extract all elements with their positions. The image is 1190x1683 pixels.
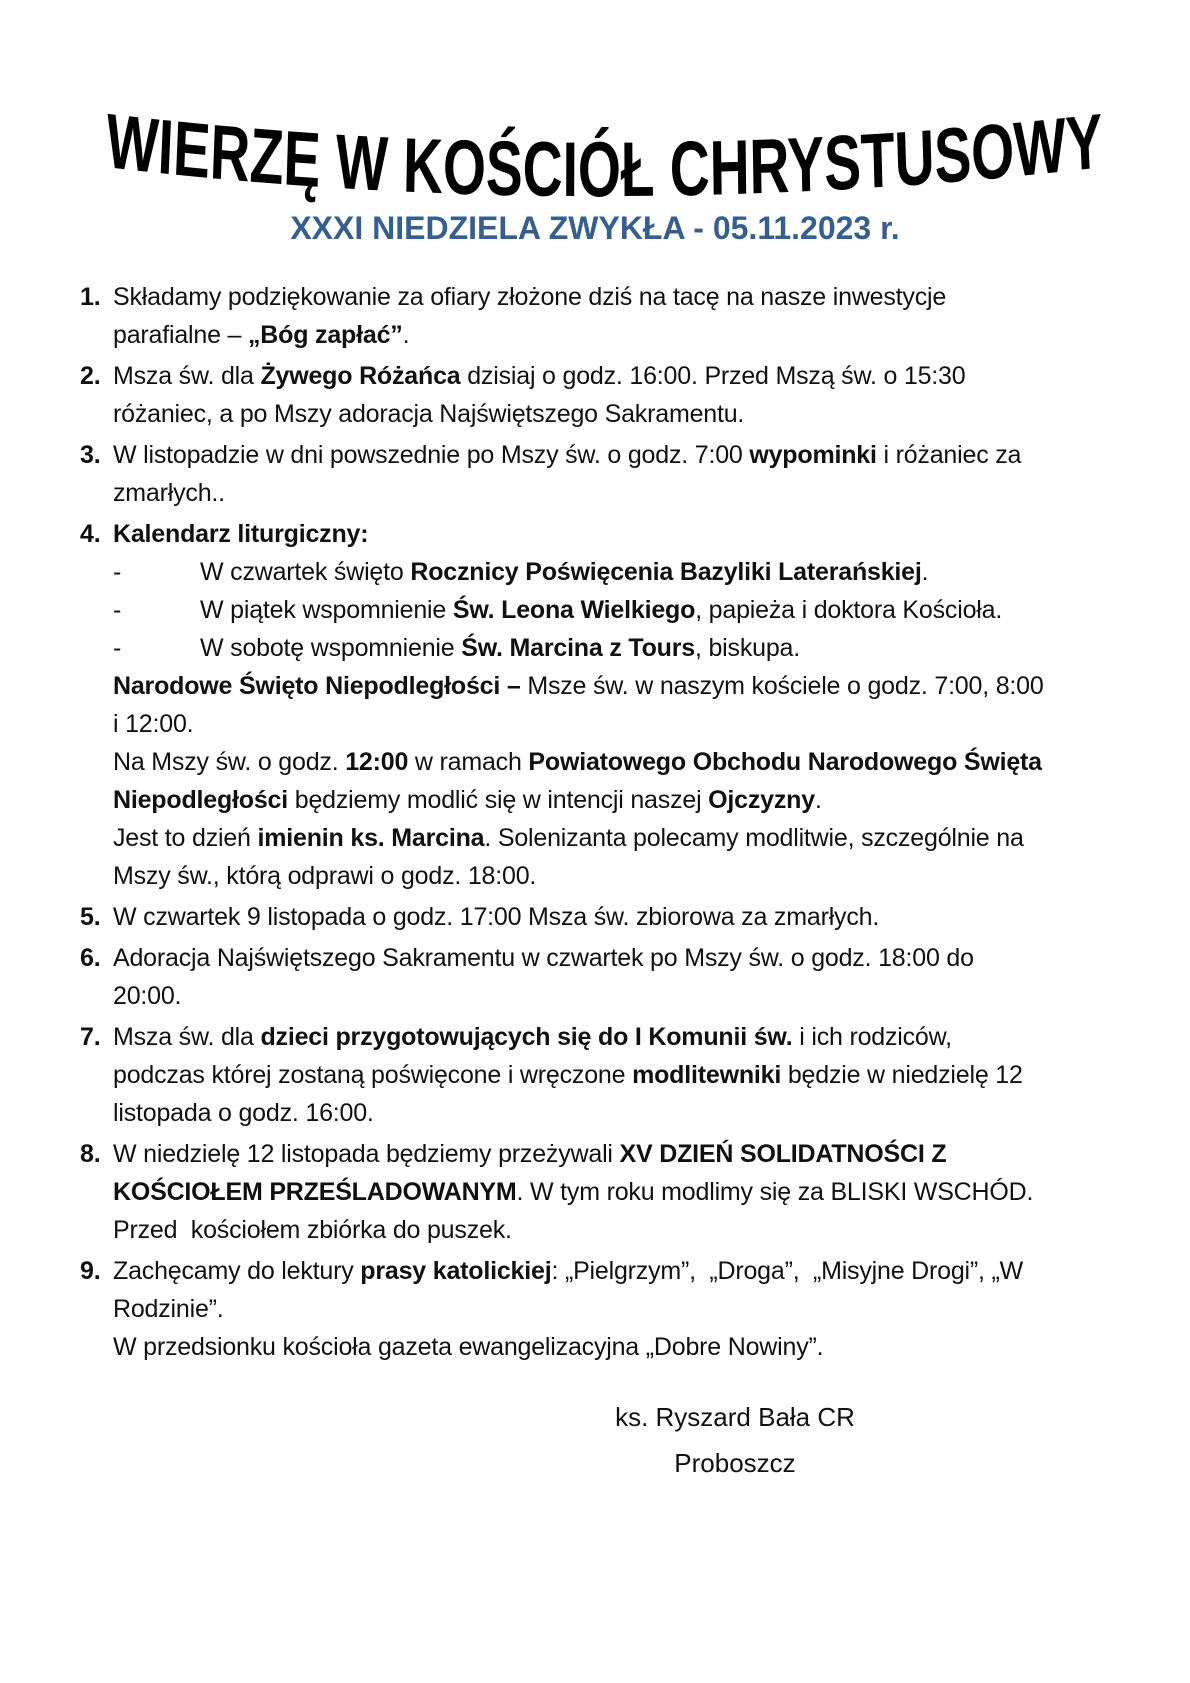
page-title: WIERZĘ W KOŚCIÓŁ CHRYSTUSOWY (104, 97, 1102, 213)
text-run: , biskupa. (694, 634, 800, 662)
list-item (80, 1252, 1048, 1366)
text-run: , papieża i doktora Kościoła. (695, 596, 1003, 624)
item-number: 3. (80, 441, 101, 469)
item-number: 8. (80, 1140, 101, 1168)
text-run: W niedzielę 12 listopada będziemy przeżywali (113, 1140, 620, 1168)
text-run: w ramach (408, 748, 529, 776)
text-run: . (814, 786, 822, 814)
item-paragraph (113, 743, 1048, 819)
list-item (80, 436, 1048, 512)
item-paragraph (113, 667, 1051, 743)
text-run: . (921, 558, 929, 586)
text-run: będziemy modlić się w intencji naszej (288, 786, 709, 814)
item-paragraph (113, 819, 1048, 895)
list-item (80, 939, 1048, 1015)
sub-bullet-paragraph (113, 553, 1048, 591)
text-run: . W tym roku modlimy się za BLISKI WSCHÓD. (516, 1178, 1034, 1206)
signature-name: ks. Ryszard Bała CR (615, 1402, 855, 1432)
item-number: 1. (80, 283, 101, 311)
text-run: Jest to dzień (113, 824, 258, 852)
bold-text-run: Żywego Różańca (260, 362, 461, 390)
item-paragraph (113, 939, 1048, 1015)
item-number: 4. (80, 520, 101, 548)
text-run: W przedsionku kościoła gazeta ewangelizacyjna „Dobre Nowiny”. (113, 1333, 824, 1361)
item-paragraph (113, 898, 1048, 936)
text-run: . Solenizanta polecamy modlitwie, szczególnie na Mszy św., którą odprawi o godz. 18:00. (113, 824, 1031, 890)
item-paragraph (113, 278, 1048, 354)
item-number: 6. (80, 944, 101, 972)
text-run: i różaniec za zmarłych.. (113, 441, 1028, 507)
item-paragraph (113, 357, 1048, 433)
item-paragraph (113, 1135, 1048, 1211)
text-run: Na Mszy św. o godz. (113, 748, 346, 776)
text-run: Msze św. w naszym kościele o godz. 7:00, 8:00 i 12:00. (113, 672, 1051, 738)
text-run: Zachęcamy do lektury (113, 1257, 361, 1285)
signature-block (575, 1394, 895, 1486)
text-run: Msza św. dla (113, 362, 261, 390)
signature-role: Proboszcz (674, 1448, 796, 1478)
text-run: i ich rodziców, podczas której zostaną poświęcone i wręczone (113, 1023, 959, 1089)
item-paragraph (113, 1211, 1048, 1249)
announcement-list (80, 278, 1051, 1366)
text-run: będzie w niedzielę 12 listopada o godz. 16:00. (113, 1061, 1030, 1127)
bold-text-run: dzieci przygotowujących się do I Komunii św. (260, 1023, 793, 1051)
list-item (80, 898, 1048, 936)
text-run: W listopadzie w dni powszednie po Mszy św. o godz. 7:00 (113, 441, 750, 469)
item-number: 5. (80, 903, 101, 931)
list-item (80, 357, 1048, 433)
text-run: W czwartek 9 listopada o godz. 17:00 Msza św. zbiorowa za zmarłych. (113, 903, 880, 931)
list-item (80, 1135, 1048, 1249)
text-run: Składamy podziękowanie za ofiary złożone dziś na tacę na nasze inwestycje parafialne – (113, 283, 953, 349)
bold-text-run: Powiatowego Obchodu Narodowego Święta Niepodległości (113, 748, 1049, 814)
bold-text-run: Narodowe Święto Niepodległości – (113, 672, 521, 700)
item-number: 2. (80, 362, 101, 390)
text-run: Przed kościołem zbiórka do puszek. (113, 1216, 512, 1244)
bold-text-run: Kalendarz liturgiczny: (113, 520, 369, 548)
item-paragraph (113, 515, 1048, 553)
sub-bullet-paragraph (113, 591, 1048, 629)
dash-bullet: - (113, 596, 122, 624)
arched-title (0, 0, 1190, 230)
text-run: Adoracja Najświętszego Sakramentu w czwartek po Mszy św. o godz. 18:00 do 20:00. (113, 944, 981, 1010)
bold-text-run: Rocznicy Poświęcenia Bazyliki Laterańskiej (410, 558, 922, 586)
bold-text-run: imienin ks. Marcina (257, 824, 485, 852)
sub-bullet-paragraph (113, 629, 1048, 667)
dash-bullet: - (113, 634, 122, 662)
item-number: 9. (80, 1257, 101, 1285)
bold-text-run: Ojczyzny (708, 786, 815, 814)
item-paragraph (113, 1252, 1048, 1328)
list-item (80, 1018, 1048, 1132)
bold-text-run: Św. Marcina z Tours (461, 634, 695, 662)
list-item (80, 278, 1048, 354)
item-paragraph (113, 1018, 1048, 1132)
item-paragraph (113, 1328, 1048, 1366)
bold-text-run: „Bóg zapłać” (248, 321, 403, 349)
text-run: dzisiaj o godz. 16:00. Przed Mszą św. o 15:30 różaniec, a po Mszy adoracja Najświętszego Sakramentu. (113, 362, 973, 428)
bold-text-run: Św. Leona Wielkiego (452, 596, 696, 624)
text-run: . (402, 321, 410, 349)
item-number: 7. (80, 1023, 101, 1051)
page-subtitle: XXXI NIEDZIELA ZWYKŁA - 05.11.2023 r. (290, 210, 900, 246)
bold-text-run: 12:00 (345, 748, 409, 776)
list-item (80, 515, 1051, 895)
text-run: : „Pielgrzym”, „Droga”, „Misyjne Drogi”, „W Rodzinie”. (113, 1257, 1030, 1323)
text-run: Msza św. dla (113, 1023, 261, 1051)
dash-bullet: - (113, 558, 122, 586)
text-run: W piątek wspomnienie (200, 596, 453, 624)
bold-text-run: modlitewniki (632, 1061, 782, 1089)
text-run: W sobotę wspomnienie (200, 634, 462, 662)
bold-text-run: prasy katolickiej (360, 1257, 552, 1285)
item-paragraph (113, 436, 1048, 512)
bold-text-run: wypominki (749, 441, 877, 469)
text-run: W czwartek święto (200, 558, 411, 586)
bold-text-run: XV DZIEŃ SOLIDATNOŚCI Z KOŚCIOŁEM PRZEŚLADOWANYM (113, 1140, 954, 1206)
